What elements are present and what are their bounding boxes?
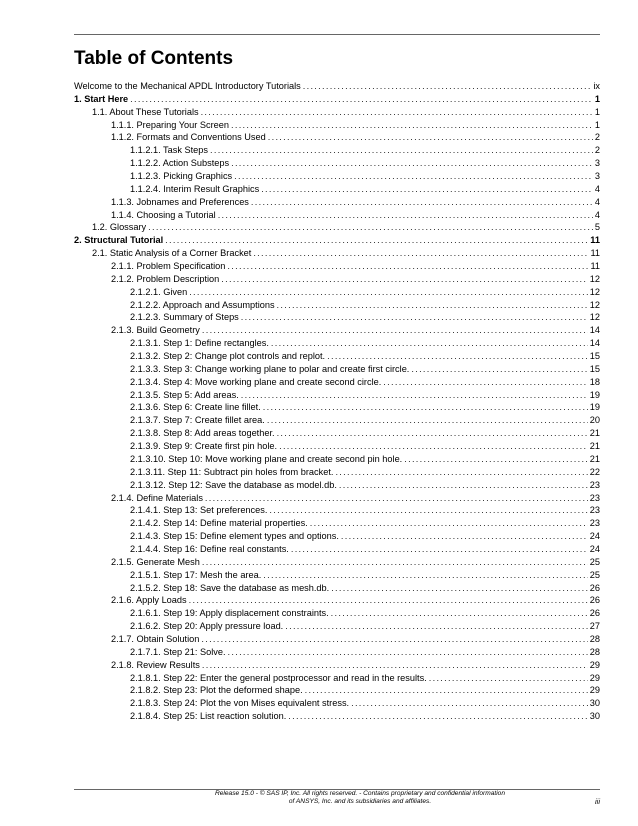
table-of-contents — [74, 80, 600, 723]
dot-leader — [411, 363, 587, 376]
toc-entry[interactable] — [74, 93, 600, 106]
toc-entry-label[interactable]: 2.1.4.3. Step 15: Define element types and options. — [130, 531, 339, 542]
toc-entry[interactable] — [74, 684, 600, 697]
dot-leader — [210, 144, 593, 157]
page-title: Table of Contents — [74, 48, 234, 69]
toc-entry-label[interactable]: 2.1.6. Apply Loads — [111, 595, 187, 606]
toc-entry[interactable] — [74, 389, 600, 402]
dot-leader — [341, 530, 588, 543]
toc-entry[interactable] — [74, 196, 600, 209]
toc-entry[interactable] — [74, 131, 600, 144]
dot-leader — [234, 170, 593, 183]
dot-leader — [231, 157, 593, 170]
dot-leader — [279, 440, 588, 453]
toc-entry-label[interactable]: 1.1.2. Formats and Conventions Used — [111, 132, 266, 143]
toc-entry[interactable] — [74, 157, 600, 170]
toc-entry-label[interactable]: 2.1.1. Problem Specification — [111, 261, 226, 272]
toc-entry[interactable] — [74, 170, 600, 183]
toc-entry[interactable] — [74, 517, 600, 530]
dot-leader — [202, 556, 588, 569]
toc-entry[interactable] — [74, 427, 600, 440]
dot-leader — [303, 80, 592, 93]
dot-leader — [201, 106, 593, 119]
toc-entry[interactable] — [74, 466, 600, 479]
toc-entry-page[interactable]: 22 — [589, 466, 600, 477]
toc-entry[interactable] — [74, 234, 600, 247]
toc-entry[interactable] — [74, 492, 600, 505]
toc-entry[interactable] — [74, 80, 600, 93]
toc-entry-page[interactable]: 11 — [590, 235, 600, 246]
toc-entry-page[interactable]: 4 — [594, 183, 600, 194]
toc-entry-label[interactable]: 2.1.4.4. Step 16: Define real constants. — [130, 543, 289, 554]
toc-entry[interactable] — [74, 607, 600, 620]
toc-entry-label[interactable]: 1.1.2.4. Interim Result Graphics — [130, 183, 260, 194]
toc-entry-page[interactable]: 19 — [589, 389, 600, 400]
toc-entry-page[interactable]: 12 — [589, 286, 600, 297]
dot-leader — [269, 504, 587, 517]
toc-entry[interactable] — [74, 453, 600, 466]
toc-entry[interactable] — [74, 311, 600, 324]
toc-entry-page[interactable]: 29 — [589, 659, 600, 670]
toc-entry[interactable] — [74, 247, 600, 260]
dot-leader — [221, 273, 588, 286]
toc-entry-page[interactable]: 12 — [589, 299, 600, 310]
dot-leader — [189, 286, 588, 299]
dot-leader — [202, 659, 588, 672]
toc-entry-label[interactable]: 1. Start Here — [74, 93, 129, 104]
toc-entry-label[interactable]: 2.1.3.7. Step 7: Create fillet area. — [130, 415, 265, 426]
toc-entry[interactable] — [74, 337, 600, 350]
dot-leader — [305, 684, 588, 697]
toc-entry[interactable] — [74, 697, 600, 710]
toc-entry[interactable] — [74, 504, 600, 517]
toc-entry-label[interactable]: 1.1.2.2. Action Substeps — [130, 158, 230, 169]
toc-entry[interactable] — [74, 401, 600, 414]
toc-entry[interactable] — [74, 221, 600, 234]
toc-entry-page[interactable]: 30 — [589, 698, 600, 709]
dot-leader — [310, 517, 588, 530]
toc-entry[interactable] — [74, 479, 600, 492]
toc-entry-page[interactable]: 12 — [589, 273, 600, 284]
toc-entry-label[interactable]: Welcome to the Mechanical APDL Introductory Tutorials — [74, 81, 301, 91]
dot-leader — [271, 337, 588, 350]
toc-entry[interactable] — [74, 633, 600, 646]
toc-entry-label[interactable]: 2.1.4.1. Step 13: Set preferences. — [130, 505, 268, 516]
toc-entry[interactable] — [74, 144, 600, 157]
toc-entry[interactable] — [74, 260, 600, 273]
toc-entry-page[interactable]: 26 — [589, 595, 600, 606]
toc-entry-label[interactable]: 2.1.7.1. Step 21: Solve. — [130, 646, 226, 657]
toc-entry[interactable] — [74, 582, 600, 595]
toc-entry-page[interactable]: 28 — [589, 646, 600, 657]
toc-entry[interactable] — [74, 594, 600, 607]
dot-leader — [268, 131, 593, 144]
toc-entry[interactable] — [74, 286, 600, 299]
toc-entry-label[interactable]: 2.1.5.1. Step 17: Mesh the area. — [130, 569, 262, 580]
toc-entry-label[interactable]: 2.1.6.2. Step 20: Apply pressure load. — [130, 621, 284, 632]
toc-entry-label[interactable]: 1.1.2.3. Picking Graphics — [130, 171, 233, 182]
toc-entry-label[interactable]: 2.1.3.2. Step 2: Change plot controls and replot. — [130, 351, 326, 362]
toc-entry-page[interactable]: 14 — [589, 338, 600, 349]
toc-entry-page[interactable]: 26 — [589, 608, 600, 619]
toc-entry-label[interactable]: 2.1.8.2. Step 23: Plot the deformed shape. — [130, 685, 303, 696]
toc-entry-label[interactable]: 2.1.7. Obtain Solution — [111, 633, 200, 644]
toc-entry-page[interactable]: 25 — [589, 556, 600, 567]
toc-entry-page[interactable]: 24 — [589, 531, 600, 542]
dot-leader — [327, 350, 588, 363]
toc-entry-page[interactable]: 3 — [594, 158, 600, 169]
toc-entry-label[interactable]: 2.1.3.12. Step 12: Save the database as model.db. — [130, 479, 337, 490]
toc-entry-label[interactable]: 2.1.8.1. Step 22: Enter the general postprocessor and read in the results. — [130, 672, 427, 683]
toc-entry-label[interactable]: 1.1.4. Choosing a Tutorial — [111, 209, 216, 220]
footer-copyright — [150, 790, 570, 806]
toc-entry-page[interactable]: 24 — [589, 543, 600, 554]
dot-leader — [331, 607, 588, 620]
dot-leader — [251, 196, 593, 209]
toc-entry-page[interactable]: 19 — [589, 402, 600, 413]
toc-entry-page[interactable]: 11 — [590, 248, 600, 259]
toc-entry-page[interactable]: 5 — [594, 222, 600, 233]
toc-entry-label[interactable]: 1.1.1. Preparing Your Screen — [111, 119, 229, 130]
toc-entry[interactable] — [74, 324, 600, 337]
toc-entry[interactable] — [74, 620, 600, 633]
toc-entry-label[interactable]: 2.1.3.5. Step 5: Add areas. — [130, 389, 239, 400]
toc-entry-page[interactable]: 1 — [594, 93, 600, 104]
toc-entry-label[interactable]: 2.1.4.2. Step 14: Define material properties. — [130, 518, 308, 529]
header-rule — [74, 34, 600, 35]
toc-entry-page[interactable]: 21 — [589, 441, 600, 452]
toc-entry[interactable] — [74, 646, 600, 659]
toc-entry-page[interactable]: 21 — [589, 428, 600, 439]
toc-entry-page[interactable]: 28 — [589, 633, 600, 644]
dot-leader — [228, 646, 588, 659]
toc-entry-label[interactable]: 2.1.8.3. Step 24: Plot the von Mises equivalent stress. — [130, 698, 350, 709]
dot-leader — [241, 389, 588, 402]
toc-entry-label[interactable]: 2.1.3.4. Step 4: Move working plane and create second circle. — [130, 376, 382, 387]
toc-entry-label[interactable]: 2.1.6.1. Step 19: Apply displacement constraints. — [130, 608, 329, 619]
toc-entry-page[interactable]: 23 — [589, 479, 600, 490]
dot-leader — [231, 119, 593, 132]
dot-leader — [205, 492, 588, 505]
toc-entry-label[interactable]: 2.1.8. Review Results — [111, 659, 200, 670]
toc-entry[interactable] — [74, 183, 600, 196]
toc-entry-label[interactable]: 1.2. Glossary — [92, 222, 147, 233]
toc-entry-page[interactable]: 3 — [594, 171, 600, 182]
toc-entry-page[interactable]: 23 — [589, 518, 600, 529]
toc-entry-page[interactable]: 30 — [589, 711, 600, 722]
footer-line-1: Release 15.0 - © SAS IP, Inc. All rights reserved. - Contains proprietary and confidential information — [215, 790, 505, 797]
toc-entry[interactable] — [74, 376, 600, 389]
page-number: iii — [595, 797, 600, 806]
toc-entry-page[interactable]: 11 — [590, 261, 600, 272]
dot-leader — [165, 234, 588, 247]
toc-entry-label[interactable]: 2.1.2. Problem Description — [111, 273, 220, 284]
toc-entry-page[interactable]: 14 — [589, 325, 600, 336]
dot-leader — [331, 582, 588, 595]
toc-entry[interactable] — [74, 543, 600, 556]
toc-entry-label[interactable]: 2.1.5. Generate Mesh — [111, 556, 200, 567]
dot-leader — [130, 93, 593, 106]
toc-entry[interactable] — [74, 440, 600, 453]
toc-entry-page[interactable]: 12 — [589, 312, 600, 323]
toc-entry-page[interactable]: 18 — [589, 376, 600, 387]
toc-entry[interactable] — [74, 209, 600, 222]
toc-entry-page[interactable]: 27 — [589, 621, 600, 632]
toc-entry[interactable] — [74, 659, 600, 672]
toc-entry-label[interactable]: 2.1.3.6. Step 6: Create line fillet. — [130, 402, 261, 413]
toc-entry[interactable] — [74, 569, 600, 582]
dot-leader — [263, 401, 588, 414]
dot-leader — [404, 453, 588, 466]
dot-leader — [202, 324, 588, 337]
toc-entry-label[interactable]: 2.1. Static Analysis of a Corner Bracket — [92, 248, 252, 259]
toc-entry-label[interactable]: 2.1.2.3. Summary of Steps — [130, 312, 239, 323]
toc-entry-page[interactable]: 26 — [589, 582, 600, 593]
toc-entry[interactable] — [74, 299, 600, 312]
toc-entry-label[interactable]: 1.1.2.1. Task Steps — [130, 145, 208, 156]
dot-leader — [201, 633, 587, 646]
dot-leader — [267, 414, 588, 427]
toc-entry-page[interactable]: 29 — [589, 672, 600, 683]
dot-leader — [241, 311, 588, 324]
dot-leader — [263, 569, 588, 582]
dot-leader — [285, 620, 588, 633]
toc-entry-page[interactable]: 1 — [594, 119, 600, 130]
toc-entry-page[interactable]: 20 — [589, 415, 600, 426]
toc-entry[interactable] — [74, 556, 600, 569]
dot-leader — [335, 466, 587, 479]
toc-entry-page[interactable]: ix — [593, 81, 600, 91]
footer-line-2: of ANSYS, Inc. and its subsidiaries and affiliates. — [288, 798, 432, 805]
dot-leader — [148, 221, 593, 234]
toc-entry-label[interactable]: 1.1.3. Jobnames and Preferences — [111, 196, 249, 207]
toc-entry-label[interactable]: 2. Structural Tutorial — [74, 235, 164, 246]
dot-leader — [189, 594, 588, 607]
toc-entry-page[interactable]: 4 — [594, 209, 600, 220]
toc-entry-label[interactable]: 1.1. About These Tutorials — [92, 106, 199, 117]
dot-leader — [383, 376, 587, 389]
toc-entry[interactable] — [74, 672, 600, 685]
dot-leader — [351, 697, 588, 710]
dot-leader — [227, 260, 588, 273]
toc-entry-page[interactable]: 1 — [594, 106, 600, 117]
toc-entry-label[interactable]: 2.1.2.1. Given — [130, 286, 188, 297]
dot-leader — [339, 479, 588, 492]
dot-leader — [429, 672, 588, 685]
dot-leader — [218, 209, 593, 222]
toc-entry[interactable] — [74, 119, 600, 132]
toc-entry-label[interactable]: 2.1.3. Build Geometry — [111, 325, 200, 336]
toc-entry[interactable] — [74, 106, 600, 119]
toc-entry-label[interactable]: 2.1.3.3. Step 3: Change working plane to polar and create first circle. — [130, 363, 410, 374]
toc-entry-page[interactable]: 15 — [589, 351, 600, 362]
toc-entry-page[interactable]: 2 — [594, 132, 600, 143]
toc-entry-page[interactable]: 2 — [594, 145, 600, 156]
toc-entry-page[interactable]: 4 — [594, 196, 600, 207]
dot-leader — [288, 710, 587, 723]
toc-entry[interactable] — [74, 414, 600, 427]
toc-entry-label[interactable]: 2.1.3.8. Step 8: Add areas together. — [130, 428, 275, 439]
toc-entry-page[interactable]: 23 — [589, 505, 600, 516]
toc-entry-label[interactable]: 2.1.2.2. Approach and Assumptions — [130, 299, 275, 310]
toc-entry-label[interactable]: 2.1.3.1. Step 1: Define rectangles. — [130, 338, 269, 349]
toc-entry-page[interactable]: 21 — [589, 453, 600, 464]
toc-entry[interactable] — [74, 273, 600, 286]
dot-leader — [261, 183, 593, 196]
toc-entry-page[interactable]: 23 — [589, 492, 600, 503]
toc-entry[interactable] — [74, 350, 600, 363]
dot-leader — [277, 427, 588, 440]
toc-entry-label[interactable]: 2.1.3.9. Step 9: Create first pin hole. — [130, 441, 278, 452]
toc-entry-page[interactable]: 29 — [589, 685, 600, 696]
toc-entry-page[interactable]: 25 — [589, 569, 600, 580]
toc-entry[interactable] — [74, 710, 600, 723]
toc-entry-label[interactable]: 2.1.8.4. Step 25: List reaction solution. — [130, 711, 287, 722]
dot-leader — [291, 543, 588, 556]
toc-entry-page[interactable]: 15 — [589, 363, 600, 374]
dot-leader — [277, 299, 588, 312]
toc-entry-label[interactable]: 2.1.3.11. Step 11: Subtract pin holes from bracket. — [130, 466, 334, 477]
toc-entry[interactable] — [74, 363, 600, 376]
toc-entry[interactable] — [74, 530, 600, 543]
toc-entry-label[interactable]: 2.1.5.2. Step 18: Save the database as mesh.db. — [130, 582, 330, 593]
toc-entry-label[interactable]: 2.1.3.10. Step 10: Move working plane and create second pin hole. — [130, 453, 403, 464]
toc-entry-label[interactable]: 2.1.4. Define Materials — [111, 492, 203, 503]
dot-leader — [253, 247, 588, 260]
